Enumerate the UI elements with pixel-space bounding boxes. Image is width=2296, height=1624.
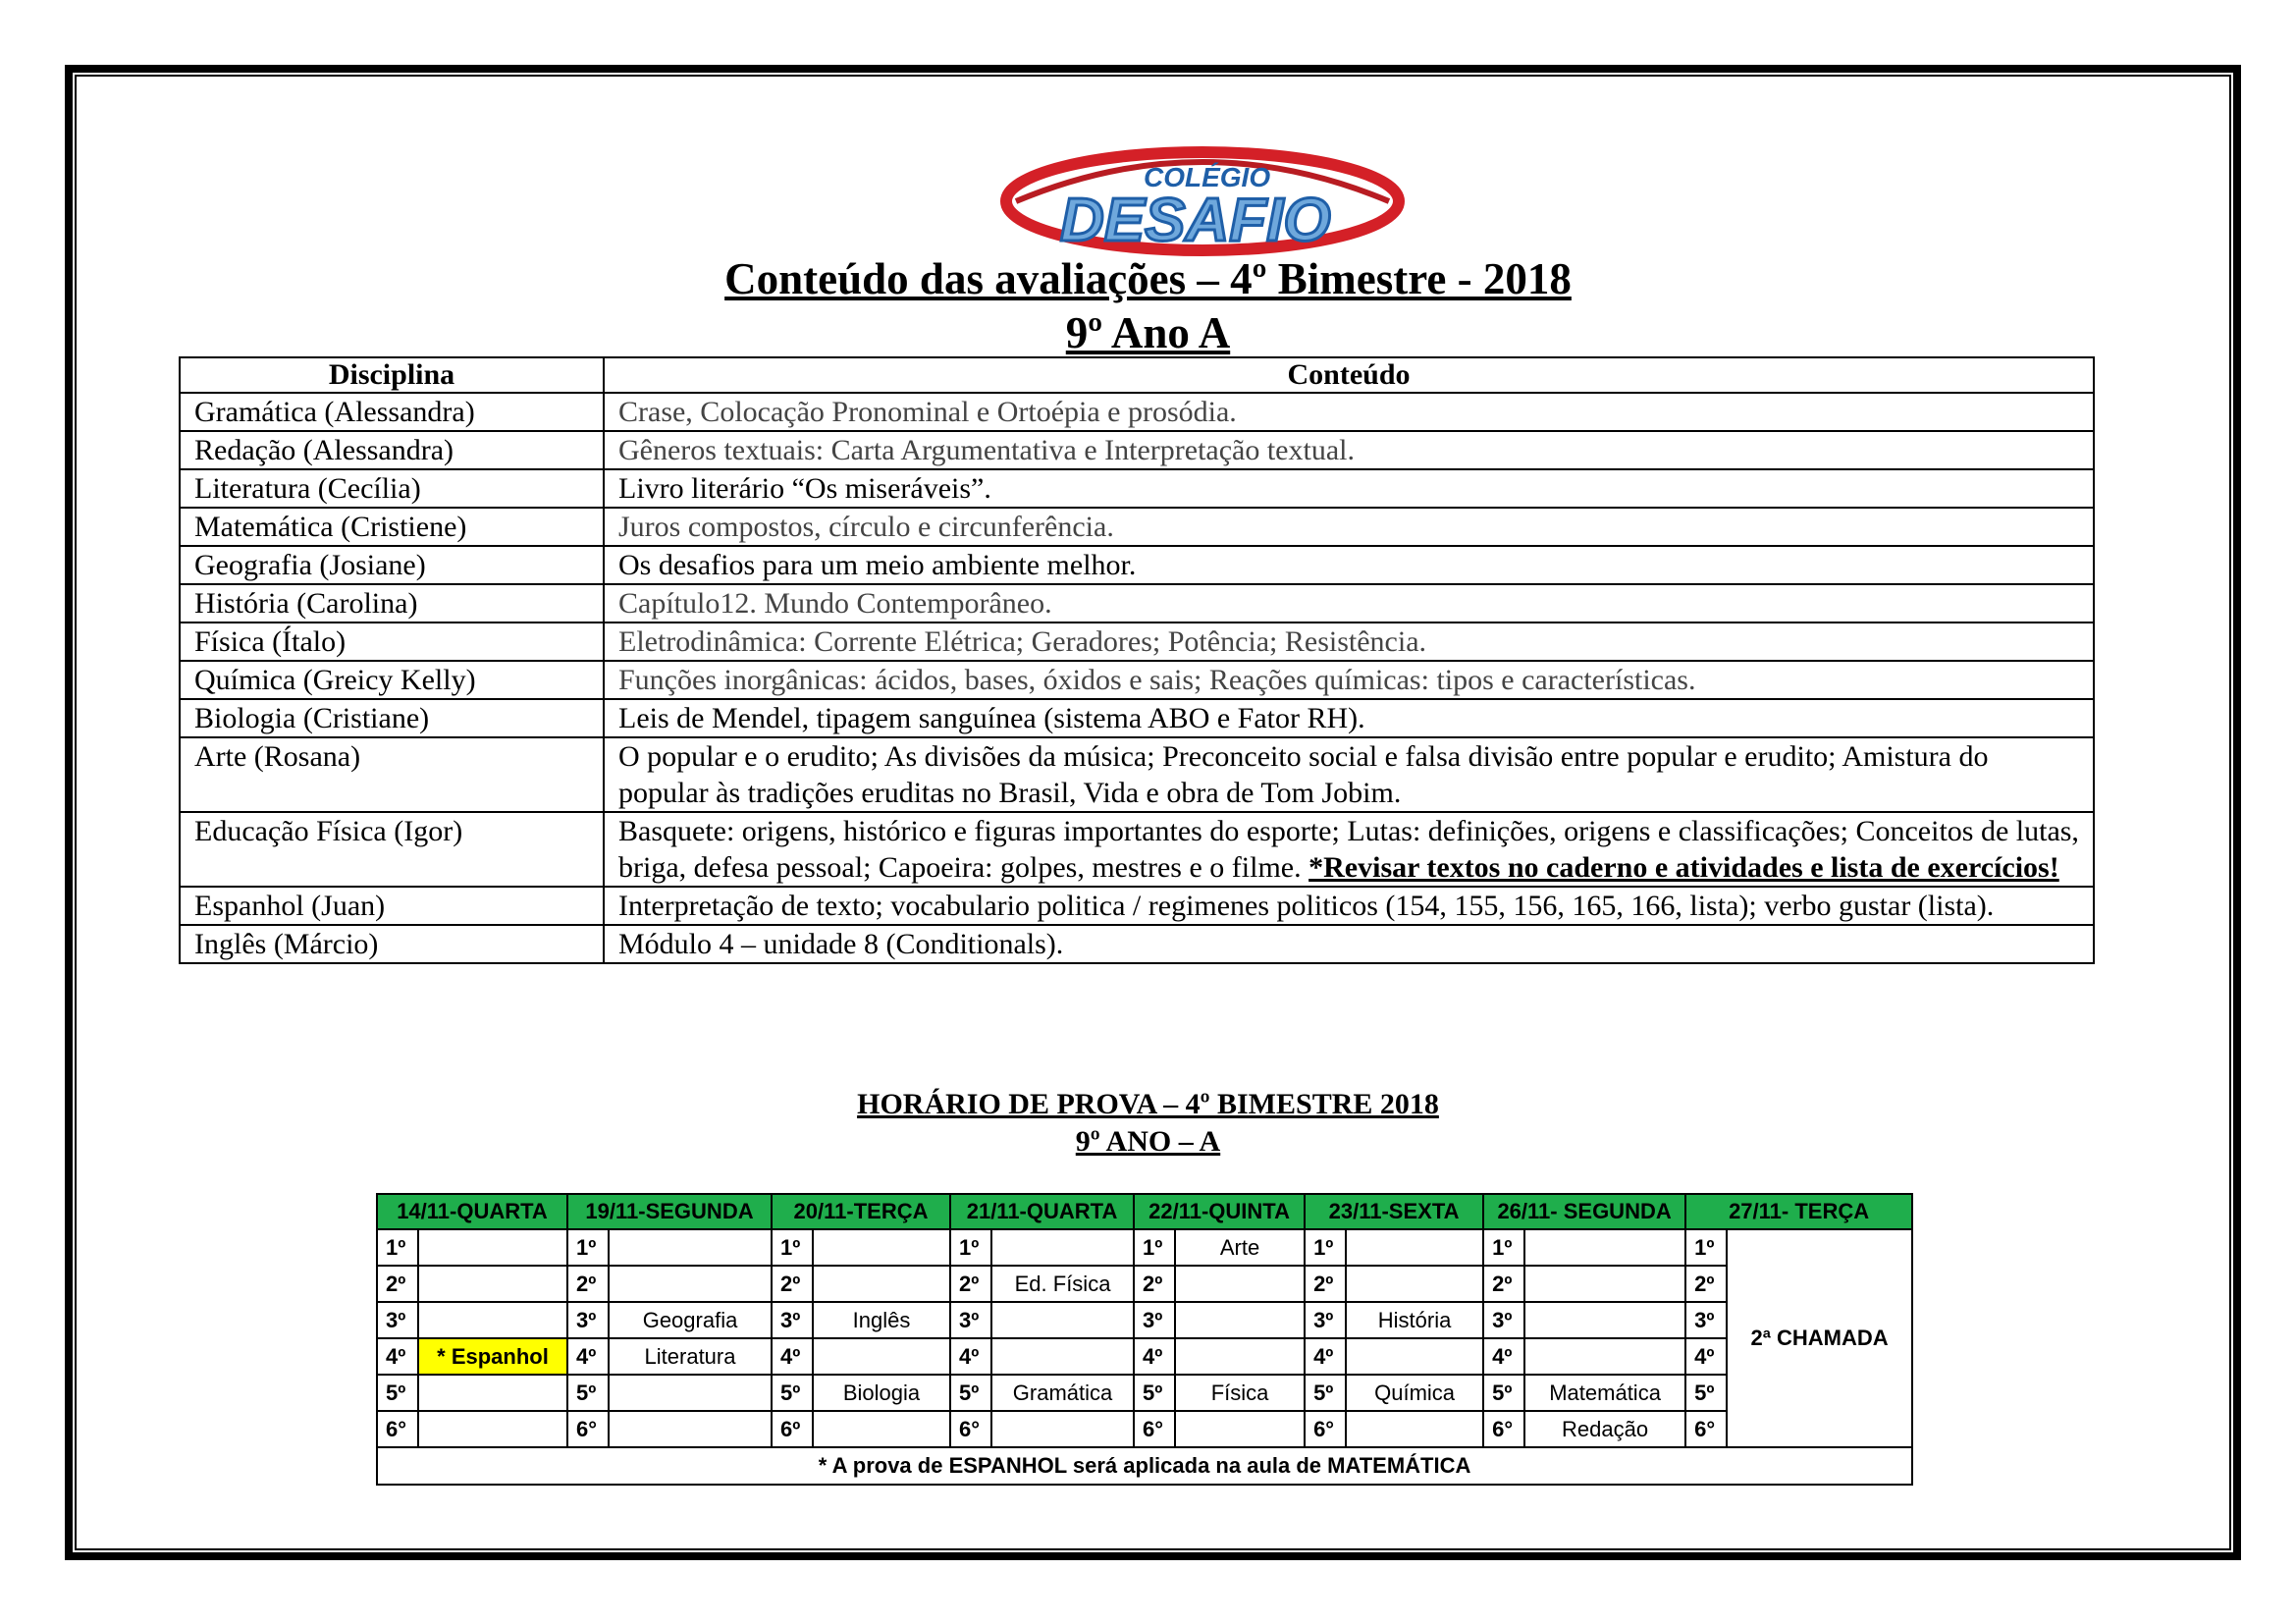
period-label: 5º (1305, 1375, 1346, 1411)
exam-cell (418, 1411, 567, 1447)
exam-cell: * Espanhol (418, 1338, 567, 1375)
disciplina-cell: História (Carolina) (180, 584, 604, 623)
period-label: 2º (567, 1266, 609, 1302)
period-label: 5º (1685, 1375, 1727, 1411)
table-row (180, 393, 2094, 431)
disciplina-cell: Química (Greicy Kelly) (180, 661, 604, 699)
period-label: 6° (567, 1411, 609, 1447)
exam-cell: Arte (1175, 1229, 1305, 1266)
conteudo-cell: Gêneros textuais: Carta Argumentativa e Interpretação textual. (604, 431, 2094, 469)
exam-cell (1524, 1338, 1685, 1375)
conteudo-cell: Os desafios para um meio ambiente melhor. (604, 546, 2094, 584)
period-label: 3º (1685, 1302, 1727, 1338)
exam-cell (813, 1266, 950, 1302)
header-disciplina: Disciplina (180, 357, 604, 393)
exam-cell (418, 1302, 567, 1338)
logo-small-text: COLÉGIO (1144, 162, 1271, 192)
day-header: 20/11-TERÇA (772, 1194, 950, 1229)
exam-cell (991, 1338, 1134, 1375)
exam-cell (1346, 1411, 1483, 1447)
period-label: 1º (567, 1229, 609, 1266)
table-row (180, 661, 2094, 699)
table-row (180, 812, 2094, 887)
table-row (180, 737, 2094, 812)
day-header: 22/11-QUINTA (1134, 1194, 1305, 1229)
table-row (180, 887, 2094, 925)
conteudo-cell: Leis de Mendel, tipagem sanguínea (sistema ABO e Fator RH). (604, 699, 2094, 737)
conteudo-cell-with-emphasis (604, 812, 2094, 887)
exam-cell (609, 1411, 772, 1447)
exam-cell (418, 1229, 567, 1266)
disciplina-cell: Geografia (Josiane) (180, 546, 604, 584)
period-label: 1º (1685, 1229, 1727, 1266)
schedule-row (377, 1302, 1912, 1338)
disciplina-cell: Biologia (Cristiane) (180, 699, 604, 737)
page-title: Conteúdo das avaliações – 4º Bimestre - 2018 (724, 254, 1572, 303)
schedule-row (377, 1375, 1912, 1411)
period-label: 5º (1134, 1375, 1175, 1411)
disciplina-cell: Gramática (Alessandra) (180, 393, 604, 431)
table-row (180, 623, 2094, 661)
period-label: 2º (1305, 1266, 1346, 1302)
exam-cell (609, 1375, 772, 1411)
conteudo-cell: Livro literário “Os miseráveis”. (604, 469, 2094, 508)
second-call-cell: 2ª CHAMADA (1727, 1229, 1912, 1447)
disciplina-cell: Inglês (Márcio) (180, 925, 604, 963)
schedule-row (377, 1229, 1912, 1266)
period-label: 3º (950, 1302, 991, 1338)
period-label: 6° (377, 1411, 418, 1447)
period-label: 5º (772, 1375, 813, 1411)
period-label: 2º (1134, 1266, 1175, 1302)
exam-cell (609, 1229, 772, 1266)
exam-cell (991, 1302, 1134, 1338)
table-row (180, 469, 2094, 508)
disciplina-cell: Física (Ítalo) (180, 623, 604, 661)
exam-cell (991, 1229, 1134, 1266)
day-header: 23/11-SEXTA (1305, 1194, 1483, 1229)
period-label: 2º (1685, 1266, 1727, 1302)
conteudo-text: Basquete: origens, histórico e figuras importantes do esporte; Lutas: definições, origens e classificações; Conceitos de lutas, briga, defesa pessoal; Capoeira: golpes, mestres e o filme. (618, 815, 2079, 884)
exam-schedule-table (376, 1193, 1913, 1486)
conteudo-cell: Capítulo12. Mundo Contemporâneo. (604, 584, 2094, 623)
period-label: 1º (950, 1229, 991, 1266)
table-row (180, 925, 2094, 963)
period-label: 4º (567, 1338, 609, 1375)
exam-cell: Biologia (813, 1375, 950, 1411)
exam-cell: Literatura (609, 1338, 772, 1375)
period-label: 5º (377, 1375, 418, 1411)
disciplina-cell: Arte (Rosana) (180, 737, 604, 812)
period-label: 3º (567, 1302, 609, 1338)
period-label: 4º (772, 1338, 813, 1375)
exam-cell (1175, 1411, 1305, 1447)
contents-table (179, 356, 2095, 964)
spanish-exam-note: * A prova de ESPANHOL será aplicada na aula de MATEMÁTICA (377, 1447, 1912, 1485)
exam-cell (418, 1266, 567, 1302)
table-row (180, 431, 2094, 469)
schedule-header-row (377, 1194, 1912, 1229)
review-reminder: *Revisar textos no caderno e atividades e lista de exercícios! (1308, 851, 2059, 884)
period-label: 2º (772, 1266, 813, 1302)
exam-cell (1175, 1302, 1305, 1338)
day-header: 27/11- TERÇA (1685, 1194, 1912, 1229)
period-label: 2º (377, 1266, 418, 1302)
exam-cell (418, 1375, 567, 1411)
period-label: 2º (1483, 1266, 1524, 1302)
period-label: 3º (772, 1302, 813, 1338)
period-label: 6° (950, 1411, 991, 1447)
schedule-row (377, 1411, 1912, 1447)
period-label: 3º (1134, 1302, 1175, 1338)
exam-cell: Geografia (609, 1302, 772, 1338)
disciplina-cell: Matemática (Cristiene) (180, 508, 604, 546)
exam-cell: Inglês (813, 1302, 950, 1338)
school-logo (996, 142, 1409, 260)
conteudo-cell: Juros compostos, círculo e circunferência. (604, 508, 2094, 546)
conteudo-cell: Módulo 4 – unidade 8 (Conditionals). (604, 925, 2094, 963)
period-label: 5º (1483, 1375, 1524, 1411)
period-label: 1º (1134, 1229, 1175, 1266)
period-label: 6° (1305, 1411, 1346, 1447)
period-label: 4º (950, 1338, 991, 1375)
exam-cell: Química (1346, 1375, 1483, 1411)
period-label: 1º (1483, 1229, 1524, 1266)
period-label: 6º (772, 1411, 813, 1447)
schedule-class: 9º ANO – A (1075, 1125, 1221, 1158)
day-header: 14/11-QUARTA (377, 1194, 567, 1229)
period-label: 1º (377, 1229, 418, 1266)
schedule-row (377, 1266, 1912, 1302)
day-header: 26/11- SEGUNDA (1483, 1194, 1685, 1229)
header-conteudo: Conteúdo (604, 357, 2094, 393)
conteudo-cell: Funções inorgânicas: ácidos, bases, óxidos e sais; Reações químicas: tipos e características. (604, 661, 2094, 699)
period-label: 2º (950, 1266, 991, 1302)
exam-cell (813, 1411, 950, 1447)
period-label: 5º (567, 1375, 609, 1411)
disciplina-cell: Educação Física (Igor) (180, 812, 604, 887)
period-label: 6° (1134, 1411, 1175, 1447)
period-label: 5º (950, 1375, 991, 1411)
exam-cell (1524, 1266, 1685, 1302)
exam-cell (1346, 1266, 1483, 1302)
exam-cell (1175, 1338, 1305, 1375)
disciplina-cell: Espanhol (Juan) (180, 887, 604, 925)
schedule-note-row (377, 1447, 1912, 1485)
period-label: 1º (772, 1229, 813, 1266)
exam-cell (1175, 1266, 1305, 1302)
exam-cell (813, 1229, 950, 1266)
exam-cell: Gramática (991, 1375, 1134, 1411)
period-label: 4º (1685, 1338, 1727, 1375)
schedule-title: HORÁRIO DE PROVA – 4º BIMESTRE 2018 (857, 1088, 1439, 1120)
exam-cell: Ed. Física (991, 1266, 1134, 1302)
table-row (180, 508, 2094, 546)
table-row (180, 699, 2094, 737)
period-label: 4º (1483, 1338, 1524, 1375)
period-label: 4º (377, 1338, 418, 1375)
disciplina-cell: Redação (Alessandra) (180, 431, 604, 469)
period-label: 3º (1483, 1302, 1524, 1338)
exam-cell (609, 1266, 772, 1302)
day-header: 19/11-SEGUNDA (567, 1194, 772, 1229)
conteudo-cell: O popular e o erudito; As divisões da música; Preconceito social e falsa divisão entre popular e erudito; Amistura do popular às tradições eruditas no Brasil, Vida e obra de Tom Jobim. (604, 737, 2094, 812)
table-row (180, 584, 2094, 623)
exam-cell (991, 1411, 1134, 1447)
logo-big-text: DESAFIO (1060, 187, 1331, 254)
exam-cell: Física (1175, 1375, 1305, 1411)
conteudo-cell: Crase, Colocação Pronominal e Ortoépia e prosódia. (604, 393, 2094, 431)
period-label: 3º (377, 1302, 418, 1338)
exam-cell (1346, 1229, 1483, 1266)
exam-cell (1524, 1302, 1685, 1338)
period-label: 6° (1685, 1411, 1727, 1447)
disciplina-cell: Literatura (Cecília) (180, 469, 604, 508)
contents-header-row (180, 357, 2094, 393)
exam-cell (1524, 1229, 1685, 1266)
table-row (180, 546, 2094, 584)
exam-cell (1346, 1338, 1483, 1375)
exam-cell: História (1346, 1302, 1483, 1338)
class-title: 9º Ano A (1065, 308, 1231, 357)
period-label: 6° (1483, 1411, 1524, 1447)
conteudo-cell: Eletrodinâmica: Corrente Elétrica; Geradores; Potência; Resistência. (604, 623, 2094, 661)
period-label: 3º (1305, 1302, 1346, 1338)
period-label: 1º (1305, 1229, 1346, 1266)
period-label: 4º (1134, 1338, 1175, 1375)
period-label: 4º (1305, 1338, 1346, 1375)
exam-cell: Redação (1524, 1411, 1685, 1447)
day-header: 21/11-QUARTA (950, 1194, 1134, 1229)
conteudo-cell: Interpretação de texto; vocabulario politica / regimenes politicos (154, 155, 156, 165, 166, lista); verbo gustar (lista). (604, 887, 2094, 925)
schedule-row (377, 1338, 1912, 1375)
exam-cell (813, 1338, 950, 1375)
exam-cell: Matemática (1524, 1375, 1685, 1411)
